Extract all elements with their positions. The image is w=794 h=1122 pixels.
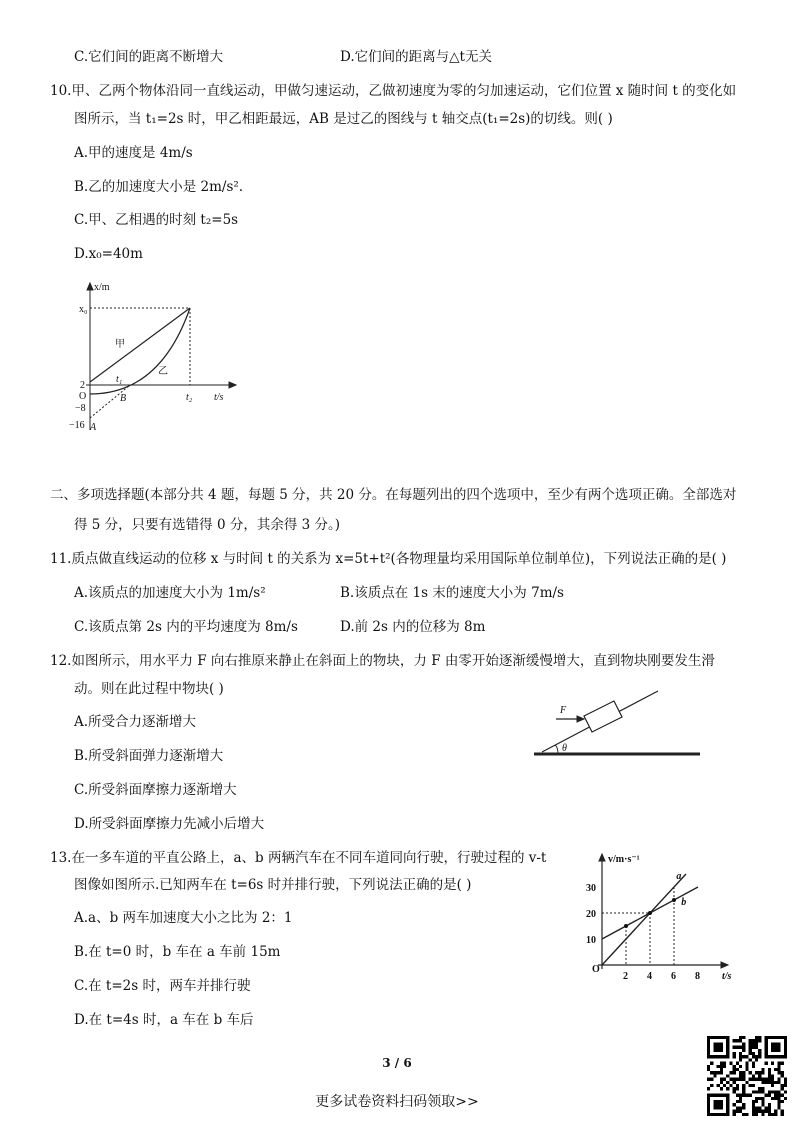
q10-label-t1: t₁ (116, 374, 123, 385)
q12-angle-label: θ (562, 743, 567, 754)
q9-option-c: C.它们间的距离不断增大 (74, 49, 224, 65)
q13-x-arrow (721, 962, 728, 968)
q13-y-tick-30: 30 (586, 883, 596, 894)
q12-force-arrow-head (577, 716, 584, 722)
q12-option-c: C.所受斜面摩擦力逐渐增大 (74, 782, 237, 798)
q13-point-b-t6 (672, 898, 676, 902)
q10-y-arrow (87, 283, 93, 290)
q13-stem-line2: 图像如图所示.已知两车在 t=6s 时并排行驶，下列说法正确的是( ) (74, 877, 472, 893)
q13-series-b-label: b (681, 897, 687, 909)
q10-option-d: D.x₀=40m (74, 246, 143, 262)
q13-x-axis-label: t/s (722, 971, 732, 982)
q13-x-tick-2: 2 (623, 971, 628, 982)
section2-heading-line2: 得 5 分，只要有选错得 0 分，其余得 3 分。) (74, 517, 341, 533)
q12-option-d: D.所受斜面摩擦力先减小后增大 (74, 816, 265, 832)
q10-t-arrow (229, 382, 236, 388)
footer-promo-text: 更多试卷资料扫码领取>> (315, 1094, 479, 1110)
q13-y-arrow (599, 854, 605, 861)
q13-y-axis-label: v/m·s⁻¹ (608, 854, 640, 865)
q10-x0-label: x₀ (79, 304, 88, 315)
q12-option-b: B.所受斜面弹力逐渐增大 (74, 748, 224, 764)
q13-point-t4 (648, 911, 652, 915)
q10-curve-yi (90, 308, 190, 394)
q10-label-t2: t₂ (186, 392, 193, 403)
q10-label-A: A (90, 422, 97, 433)
q10-tick-m8: −8 (75, 403, 86, 414)
q11-option-d: D.前 2s 内的位移为 8m (340, 619, 486, 635)
q13-y-tick-10: 10 (586, 935, 596, 946)
q10-xt-graph (60, 280, 245, 440)
q10-option-b: B.乙的加速度大小是 2m/s². (74, 179, 244, 195)
q13-stem-line1: 13.在一多车道的平直公路上，a、b 两辆汽车在不同车道同向行驶，行驶过程的 v-t (50, 850, 547, 866)
q10-line-jia (90, 308, 190, 382)
q10-label-yi: 乙 (158, 366, 168, 377)
q13-series-a-line (602, 874, 686, 965)
q11-stem: 11.质点做直线运动的位移 x 与时间 t 的关系为 x=5t+t²(各物理量均采用国际单位制单位)，下列说法正确的是( ) (50, 551, 727, 567)
q12-stem-line1: 12.如图所示，用水平力 F 向右推原来静止在斜面上的物块，力 F 由零开始逐渐缓慢增大，直到物块刚要发生滑 (50, 653, 715, 669)
q13-option-b: B.在 t=0 时，b 车在 a 车前 15m (74, 944, 281, 960)
q10-tick-O: O (79, 391, 87, 402)
q13-option-a: A.a、b 两车加速度大小之比为 2：1 (74, 910, 293, 926)
q13-y-tick-20: 20 (586, 909, 596, 920)
section2-heading-line1: 二、多项选择题(本部分共 4 题，每题 5 分，共 20 分。在每题列出的四个选项中，至少有两个选项正确。全部选对 (50, 487, 737, 503)
q13-x-tick-8: 8 (695, 971, 700, 982)
q13-option-c: C.在 t=2s 时，两车并排行驶 (74, 978, 251, 994)
q10-tick-2: 2 (80, 380, 85, 391)
q13-point-b-t2 (624, 924, 628, 928)
q12-block (584, 701, 622, 732)
q10-y-axis-label: x/m (94, 282, 110, 293)
q13-origin-label: O (592, 964, 600, 975)
q11-option-b: B.该质点在 1s 末的速度大小为 7m/s (340, 585, 564, 601)
q10-stem-line1: 10.甲、乙两个物体沿同一直线运动，甲做匀速运动，乙做初速度为零的匀加速运动，它们位置 x 随时间 t 的变化如 (50, 83, 737, 99)
q11-option-a: A.该质点的加速度大小为 1m/s² (74, 585, 266, 601)
q9-option-d: D.它们间的距离与△t无关 (340, 49, 492, 65)
q10-label-B: B (120, 393, 127, 404)
q10-tick-m16: −16 (69, 420, 85, 431)
q10-label-jia: 甲 (115, 339, 125, 350)
q12-force-label: F (560, 705, 567, 716)
qr-code-icon (707, 1036, 787, 1116)
q12-incline-figure (532, 686, 702, 762)
q10-option-a: A.甲的速度是 4m/s (74, 145, 193, 161)
q13-x-tick-6: 6 (671, 971, 676, 982)
q12-stem-line2: 动。则在此过程中物块( ) (74, 681, 224, 697)
q13-vt-graph (580, 848, 750, 983)
q10-stem-line2: 图所示，当 t₁=2s 时，甲乙相距最远，AB 是过乙的图线与 t 轴交点(t₁=2s)的切线。则( ) (74, 111, 613, 127)
page-number: 3 / 6 (382, 1056, 412, 1070)
q13-series-a-label: a (676, 871, 682, 883)
q13-option-d: D.在 t=4s 时，a 车在 b 车后 (74, 1012, 254, 1028)
q10-label-t-axis: t/s (214, 392, 224, 403)
q10-option-c: C.甲、乙相遇的时刻 t₂=5s (74, 212, 239, 228)
q12-option-a: A.所受合力逐渐增大 (74, 714, 197, 730)
q13-x-tick-4: 4 (647, 971, 652, 982)
q11-option-c: C.该质点第 2s 内的平均速度为 8m/s (74, 619, 298, 635)
